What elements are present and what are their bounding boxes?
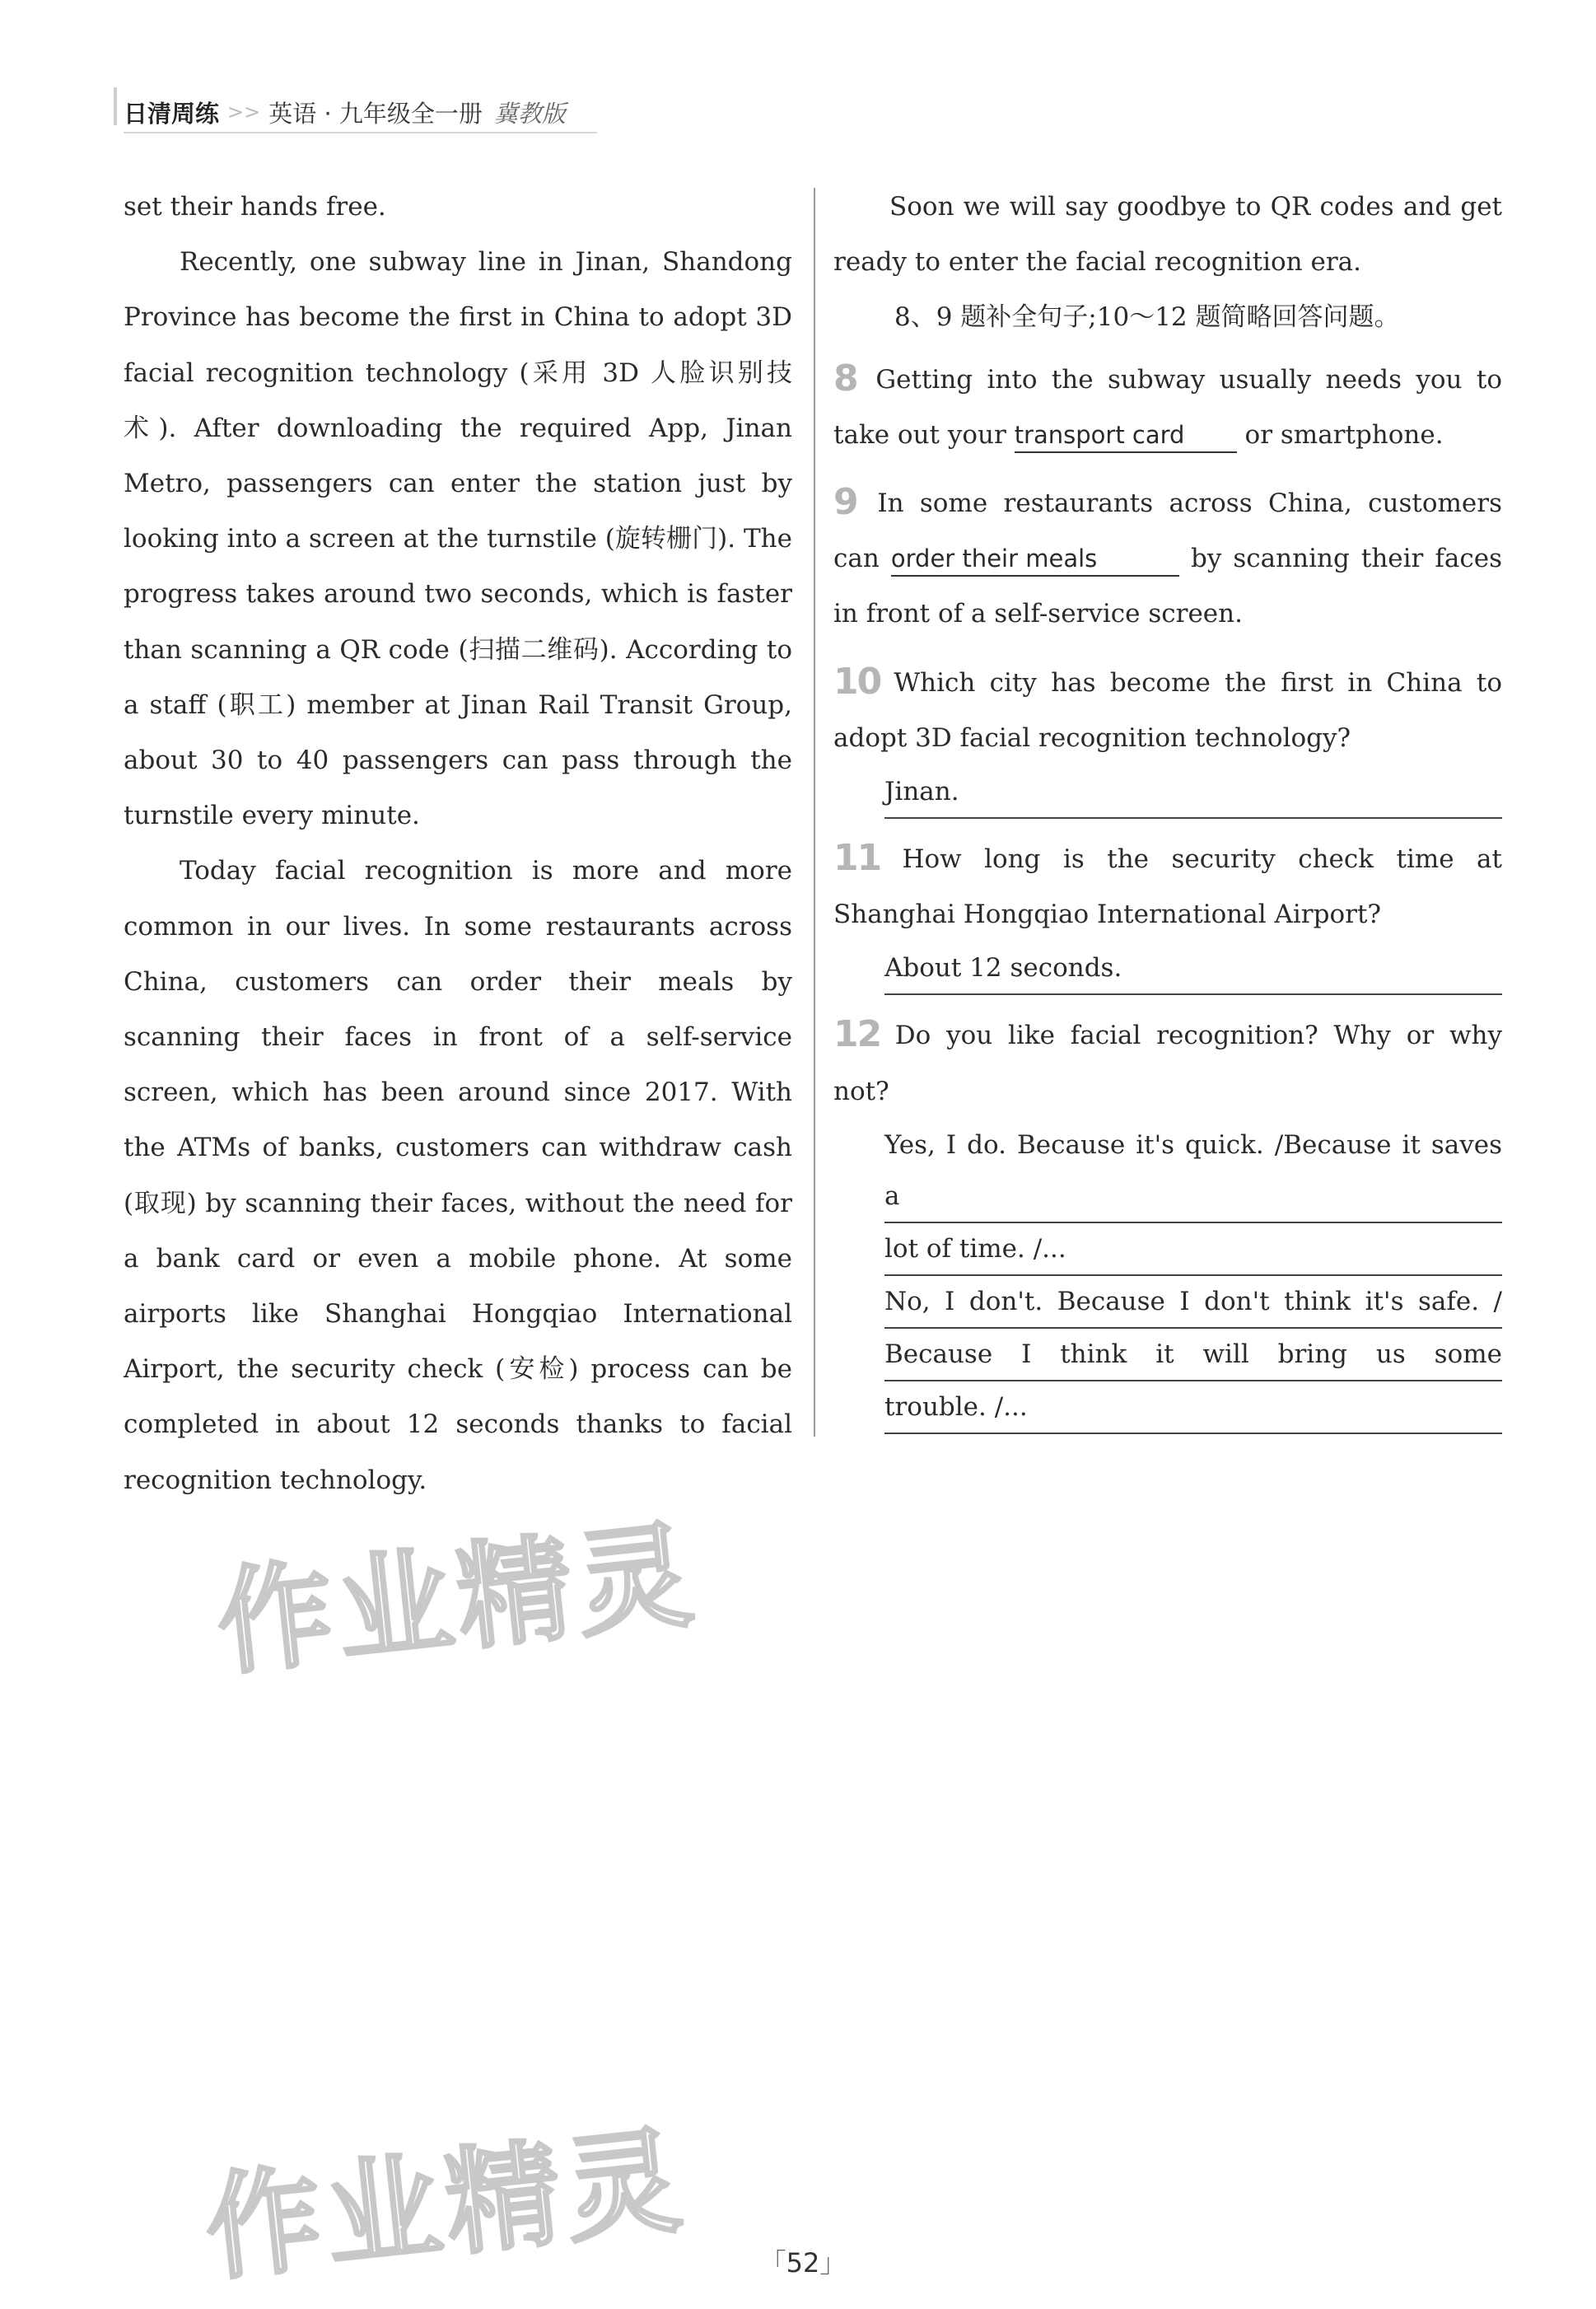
question-text: Do you like facial recognition? Why or why not? [833, 1021, 1502, 1106]
question-number: 12 [833, 1013, 881, 1056]
answer-line[interactable]: Jinan. [884, 766, 1502, 819]
exercise-instruction: 8、9 题补全句子;10～12 题简略回答问题。 [894, 302, 1400, 333]
column-divider [814, 188, 815, 1437]
question-number: 9 [833, 481, 857, 524]
question-text: How long is the security check time at Shanghai Hongqiao International Airport? [833, 844, 1502, 930]
question-number: 8 [833, 357, 857, 400]
question-text: Getting into the subway usually needs you to take out your [833, 364, 1502, 450]
header-edition: 冀教版 [493, 99, 566, 128]
question-text: Which city has become the first in China to adopt 3D facial recognition technology? [833, 667, 1503, 753]
passage-paragraph: Recently, one subway line in Jinan, Shandong Province has become the first in China to adopt 3D facial recognition technology (采用 3D 人脸识别技术). After downloading the required App, Jinan Metro, passengers can enter the station just by looking into a screen at the turnstile (旋转栅门). The progress takes around two seconds, which is faster than scanning a QR code (扫描二维码). According to a staff (职工) member at Jinan Rail Transit Group, about 30 to 40 passengers can pass through the turnstile every minute. [124, 247, 792, 831]
question-text: or smartphone. [1244, 419, 1444, 450]
answer-line[interactable]: About 12 seconds. [884, 942, 1502, 995]
page-bracket-open: 「 [759, 2247, 786, 2279]
answer-blank[interactable]: order their meals [891, 542, 1179, 577]
header-rule [124, 132, 597, 133]
page-header [124, 92, 566, 132]
answer-line[interactable]: Yes, I do. Because it's quick. /Because it saves a [884, 1119, 1502, 1223]
question-number: 11 [833, 837, 881, 880]
page-bracket-close: 」 [819, 2247, 847, 2279]
answer-line[interactable]: No, I don't. Because I don't think it's safe. / [884, 1276, 1502, 1329]
answer-line[interactable]: lot of time. /... [884, 1223, 1502, 1276]
question-12 [833, 1007, 1502, 1119]
exercise-right-column [833, 180, 1502, 1434]
question-number: 10 [833, 660, 881, 703]
question-text: In some restaurants across China, customers can [833, 488, 1503, 574]
passage-closing-paragraph: Soon we will say goodbye to QR codes and get ready to enter the facial recognition era. [833, 192, 1502, 278]
question-text: by scanning their faces in front of a self-service screen. [833, 544, 1503, 629]
answer-line[interactable]: trouble. /... [884, 1381, 1502, 1434]
header-accent-bar [114, 87, 117, 125]
page-number-value: 52 [786, 2247, 820, 2279]
header-brand: 日清周练 [124, 99, 220, 128]
header-arrows: >> [227, 100, 261, 124]
answer-line[interactable]: Because I think it will bring us some [884, 1329, 1502, 1381]
header-title: 英语 · 九年级全一册 [268, 99, 483, 128]
passage-paragraph: set their hands free. [124, 192, 386, 222]
watermark-logo: 作业精灵 [199, 2113, 693, 2298]
question-9 [833, 474, 1502, 643]
watermark-logo: 作业精灵 [211, 1507, 704, 1693]
answer-blank[interactable]: transport card [1015, 418, 1237, 453]
question-8 [833, 351, 1502, 463]
question-10 [833, 654, 1502, 766]
passage-left-column [124, 180, 792, 1508]
question-11 [833, 830, 1502, 942]
page-number [749, 2242, 856, 2280]
passage-paragraph: Today facial recognition is more and more common in our lives. In some restaurants across China, customers can order their meals by scanning their faces in front of a self-service screen, which has been around since 2017. With the ATMs of banks, customers can withdraw cash (取现) by scanning their faces, without the need for a bank card or even a mobile phone. At some airports like Shanghai Hongqiao International Airport, the security check (安检) process can be completed in about 12 seconds thanks to facial recognition technology. [124, 856, 792, 1495]
